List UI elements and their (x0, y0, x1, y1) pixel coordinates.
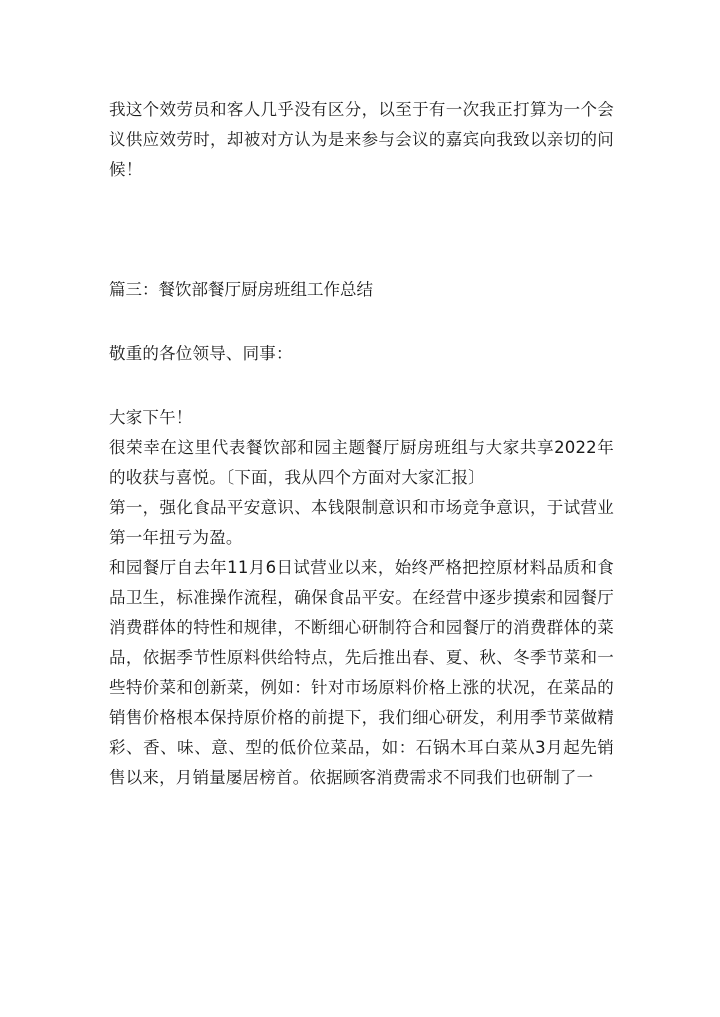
paragraph-2: 第一，强化食品平安意识、本钱限制意识和市场竞争意识，于试营业第一年扭亏为盈。 (109, 498, 614, 547)
greeting: 大家下午！ (109, 408, 193, 427)
section-title: 篇三：餐饮部餐厅厨房班组工作总结 (109, 280, 373, 299)
spacer (109, 305, 614, 339)
spacer (109, 185, 614, 275)
paragraph-1: 很荣幸在这里代表餐饮部和园主题餐厅厨房班组与大家共享2022年的收获与喜悦。〔下面，我从四个方面对大家汇报〕 (109, 438, 614, 487)
spacer (109, 369, 614, 403)
intro-paragraph: 我这个效劳员和客人几乎没有区分，以至于有一次我正打算为一个会议供应效劳时，却被对方认为是来参与会议的嘉宾向我致以亲切的问候！ (109, 100, 614, 179)
document-body (109, 95, 614, 793)
salutation: 敬重的各位领导、同事： (109, 344, 293, 363)
paragraph-3: 和园餐厅自去年11月6日试营业以来，始终严格把控原材料品质和食品卫生，标准操作流程，确保食品平安。在经营中逐步摸索和园餐厅消费群体的特性和规律，不断细心研制符合和园餐厅的消费群体的菜品，依据季节性原料供给特点，先后推出春、夏、秋、冬季节菜和一些特价菜和创新菜，例如：针对市场原料价格上涨的状况，在菜品的销售价格根本保持原价格的前提下，我们细心研发，利用季节菜做精彩、香、味、意、型的低价位菜品，如：石锅木耳白菜从3月起先销售以来，月销量屡居榜首。依据顾客消费需求不同我们也研制了一 (109, 558, 614, 787)
